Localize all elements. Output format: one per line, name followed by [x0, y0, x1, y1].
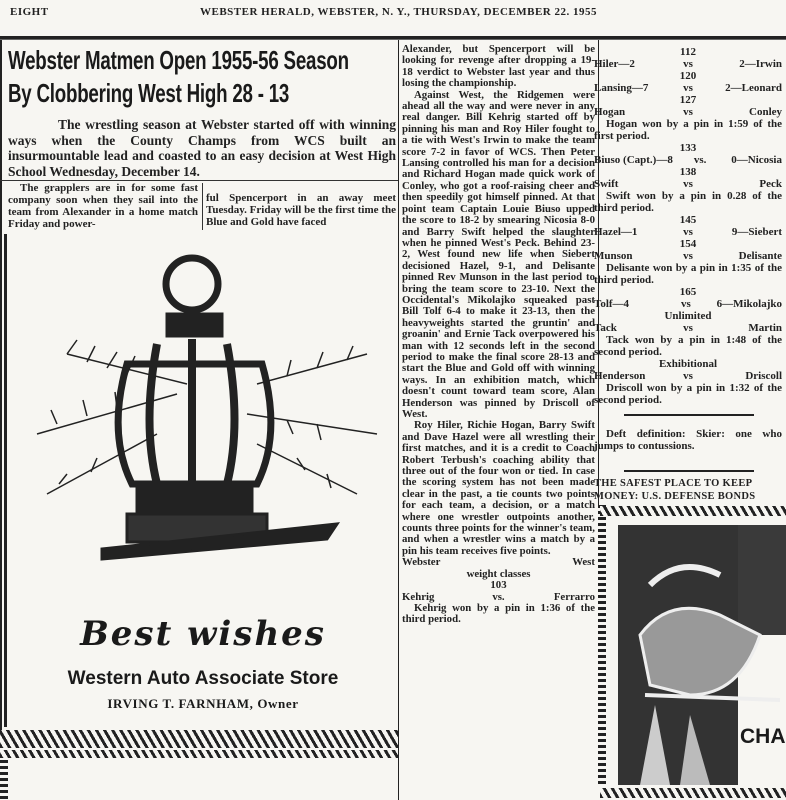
col-a-text: The grapplers are in for some fast company soon when they sail into the team from Alexander in a home match Friday and power- — [8, 182, 198, 230]
team-webster: Webster — [402, 556, 441, 569]
masthead-rule — [0, 36, 786, 40]
bout-note: Swift won by a pin in 0.28 of the third period. — [594, 190, 782, 214]
team-west: West — [572, 556, 595, 569]
weight: Exhibitional — [658, 358, 718, 370]
wrestler: Lansing—7 — [594, 82, 649, 94]
paragraph: Roy Hiler, Richie Hogan, Barry Swift and Dave Hazel were all wrestling their first matches, and it is a credit to Coach Robert Terbush's coaching ability that three out of the four won or tied. In case the scoring system has not been made clear in the past, a tie counts two points for each team, a decision, or a match where one wrestler outpoints another, counts three points for the winner's team, and when a wrestler wins a match by a pin his team receives five points. — [402, 419, 595, 557]
decorative-border — [0, 760, 8, 800]
ad-owner: IRVING T. FARNHAM, Owner — [107, 696, 299, 711]
column-rule — [398, 40, 399, 800]
wrestler: Conley — [749, 106, 783, 118]
ad-store-name: Western Auto Associate Store — [67, 668, 339, 689]
column-rule — [0, 40, 2, 730]
decorative-border — [598, 505, 606, 785]
vs: vs. — [492, 590, 505, 603]
bout-row — [594, 370, 782, 382]
page-number: EIGHT — [10, 6, 49, 18]
wrestler: 0—Nicosia — [731, 154, 782, 166]
headline-line-1: Webster Matmen Open 1955-56 Season — [8, 45, 349, 75]
weight: 154 — [679, 238, 697, 250]
results-table — [402, 557, 595, 625]
decorative-border — [0, 730, 398, 748]
divider — [624, 414, 754, 416]
masthead-dateline: WEBSTER HERALD, WEBSTER, N. Y., THURSDAY, DECEMBER 22. 1955 — [200, 6, 597, 18]
bout-row — [594, 106, 782, 118]
wrestler: Kehrig — [402, 590, 435, 603]
vs: vs — [683, 250, 693, 262]
weight: Unlimited — [664, 310, 712, 322]
ad-greeting: Best wishes — [80, 614, 326, 654]
paragraph: Alexander, but Spencerport will be looking for revenge after dropping a 19-18 verdict to Webster last year and thus losing the championship. — [402, 43, 595, 90]
weight: 133 — [679, 142, 697, 154]
bout-row — [594, 226, 782, 238]
article-col-a — [8, 182, 198, 230]
christmas-ad — [610, 525, 786, 785]
divider — [624, 470, 754, 472]
wrestler: Munson — [594, 250, 633, 262]
wrestler: Henderson — [594, 370, 646, 382]
paragraph: Against West, the Ridgemen were ahead all the way and were never in any real danger. Bill Kehrig started off by pinning his man and Roy Hiler fought to a tie with West's Irwin to make the team score 7-2 in favor of WCS. Then Peter Lansing controlled his man for a decision and Richard Hogan made quick work of Conley, who got a roof-raising cheer and then speedily got himself pinned. At that point team Captain Louie Biuso upped the score to 18-2 by smearing Nicosia 8-0 and Barry Swift helped the slaughter when he pinned West's Peck. Behind 23-2, West found new life when Siebert decisioned Hazel, 9-1, and Delisante pinned Rev Munson in the last period to bring the team score to 23-10. Next the Occidental's Mikolajko squeaked past Bill Tolf 6-4 to make it 23-13, then the heavyweights started the gruntin' and groanin' and Ernie Tack overpowered his man with 12 seconds left in the second period to make the final score 28-13 and start the Blue and Gold off with winning ways. In an exhibition match, which doesn't count toward team score, Alan Henderson was pinned by Driscoll of West. — [402, 88, 595, 420]
wrestler: Hiler—2 — [594, 58, 635, 70]
bout-note: Delisante won by a pin in 1:35 of the third period. — [594, 262, 782, 286]
wrestler: Hazel—1 — [594, 226, 638, 238]
bout-note: Kehrig won by a pin in 1:36 of the third period. — [402, 601, 595, 626]
wrestler: 6—Mikolajko — [716, 298, 782, 310]
weight-classes-heading: weight classes — [466, 567, 531, 580]
wrestler: Martin — [748, 322, 783, 334]
wrestler: 2—Leonard — [725, 82, 783, 94]
bout-row — [594, 178, 782, 190]
defense-bonds-filler: THE SAFEST PLACE TO KEEP MONEY: U.S. DEFENSE BONDS — [594, 478, 756, 502]
wrestler: 2—Irwin — [739, 58, 783, 70]
team-header — [402, 557, 595, 568]
bout-row — [594, 298, 782, 310]
bout-row — [594, 322, 782, 334]
deft-definition: Deft definition: Skier: one who jumps to contussions. — [594, 428, 782, 452]
vs: vs. — [693, 154, 707, 166]
deck-text: The wrestling season at Webster started off with winning ways when the County Champs from WCS built an insurmountable lead and coasted to an easy decision at West High School Wednesday, December 14. — [8, 117, 396, 179]
article-continuation — [402, 44, 595, 626]
wrestler: Peck — [759, 178, 783, 190]
bout-row — [594, 58, 782, 70]
christmas-ad-text: CHA — [740, 725, 786, 748]
wrestler: Biuso (Capt.)—8 — [594, 154, 673, 166]
weight: 103 — [490, 579, 507, 592]
vs: vs — [683, 226, 693, 238]
bout-row — [594, 82, 782, 94]
vs: vs — [683, 106, 693, 118]
decorative-border — [600, 788, 786, 798]
results-continued — [594, 46, 782, 406]
headline-line-2: By Clobbering West High 28 - 13 — [8, 78, 290, 108]
wrestler: Delisante — [738, 250, 783, 262]
headline — [8, 44, 349, 110]
wrestler: 9—Siebert — [731, 226, 783, 238]
weight: 120 — [679, 70, 697, 82]
bout-row — [594, 250, 782, 262]
vs: vs — [683, 322, 693, 334]
vs: vs — [683, 58, 693, 70]
lantern-illustration — [7, 234, 399, 604]
vs: vs — [683, 82, 693, 94]
bout-row — [594, 154, 782, 166]
bout-note: Driscoll won by a pin in 1:32 of the second period. — [594, 382, 782, 406]
decorative-border — [0, 750, 398, 758]
article-col-b — [206, 192, 396, 228]
wrestler: Swift — [594, 178, 619, 190]
divider — [0, 180, 398, 181]
wrestler: Driscoll — [745, 370, 783, 382]
vs: vs — [683, 178, 693, 190]
wrestler: Tolf—4 — [594, 298, 630, 310]
weight: 165 — [679, 286, 697, 298]
bout-note: Tack won by a pin in 1:48 of the second period. — [594, 334, 782, 358]
wrestler: Ferrarro — [553, 590, 595, 603]
divider — [202, 183, 203, 230]
vs: vs — [681, 298, 691, 310]
weight: 127 — [679, 94, 697, 106]
col-b-text: ful Spencerport in an away meet Tuesday. Friday will be the first time the Blue and Gold have faced — [206, 192, 396, 228]
weight: 145 — [679, 214, 697, 226]
wrestler: Tack — [594, 322, 617, 334]
weight: 112 — [680, 46, 696, 58]
wrestler: Hogan — [594, 106, 626, 118]
western-auto-ad — [4, 234, 396, 727]
decorative-border — [600, 506, 786, 516]
weight: 138 — [679, 166, 697, 178]
vs: vs — [683, 370, 693, 382]
bout-note: Hogan won by a pin in 1:59 of the first period. — [594, 118, 782, 142]
article-deck — [8, 117, 396, 179]
